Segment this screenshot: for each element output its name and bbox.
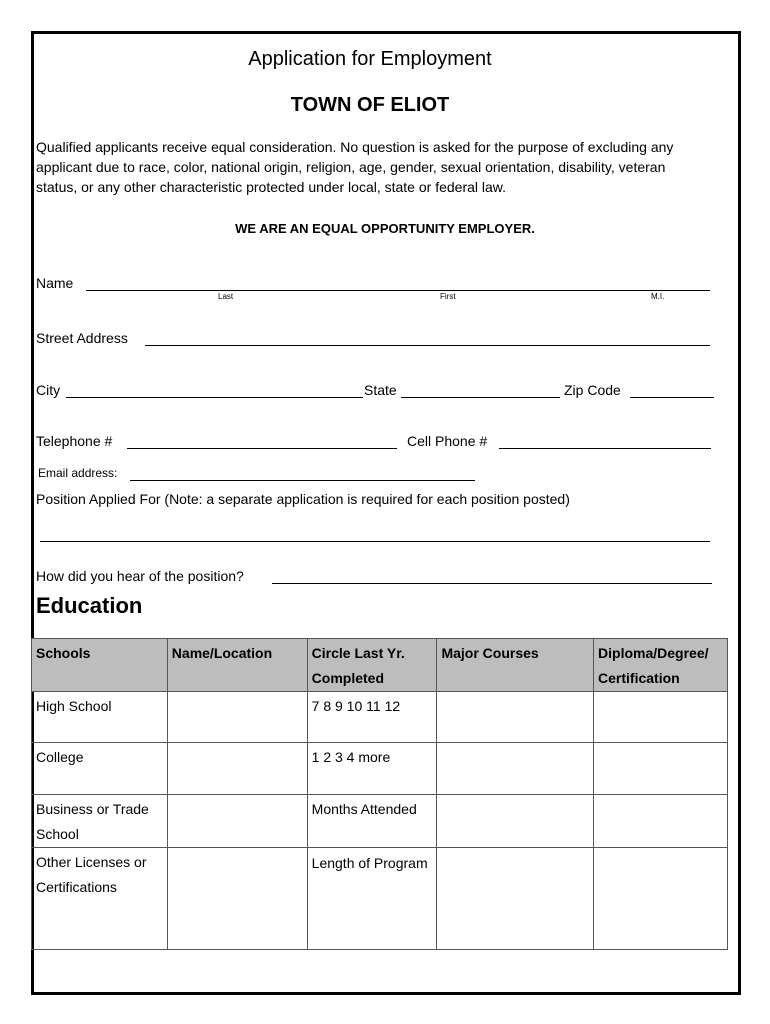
position-label: Position Applied For (Note: a separate application is required for each position posted)	[36, 491, 570, 507]
position-field[interactable]	[40, 541, 710, 542]
zip-code-label: Zip Code	[564, 382, 621, 398]
education-table	[31, 638, 728, 950]
name-location-cell[interactable]	[167, 692, 307, 743]
major-courses-cell[interactable]	[437, 848, 594, 950]
school-cell: College	[32, 743, 168, 795]
name-location-cell[interactable]	[167, 743, 307, 795]
state-field[interactable]	[401, 397, 560, 398]
name-label: Name	[36, 275, 74, 291]
major-courses-cell[interactable]	[437, 692, 594, 743]
diploma-cell[interactable]	[594, 848, 728, 950]
street-address-label: Street Address	[36, 330, 128, 346]
email-field[interactable]	[130, 480, 475, 481]
table-row	[32, 848, 728, 950]
disclaimer-line: Qualified applicants receive equal consideration. No question is asked for the purpose of excluding any	[36, 139, 674, 155]
name-field[interactable]	[86, 290, 710, 291]
state-label: State	[364, 382, 397, 398]
telephone-field[interactable]	[127, 448, 397, 449]
years-cell[interactable]: 7 8 9 10 11 12	[307, 692, 437, 743]
column-header: Circle Last Yr. Completed	[307, 639, 437, 692]
name-sub-first: First	[440, 292, 456, 301]
years-cell[interactable]: 1 2 3 4 more	[307, 743, 437, 795]
column-header: Name/Location	[167, 639, 307, 692]
table-row	[32, 795, 728, 848]
table-row	[32, 743, 728, 795]
city-label: City	[36, 382, 61, 398]
email-label: Email address:	[38, 466, 118, 480]
school-cell: Business or Trade School	[32, 795, 168, 848]
disclaimer-line: applicant due to race, color, national origin, religion, age, gender, sexual orientation, disability, veteran	[36, 159, 666, 175]
education-heading: Education	[36, 593, 143, 618]
hear-field[interactable]	[272, 583, 712, 584]
years-cell[interactable]: Length of Program	[307, 848, 437, 950]
form-title: Application for Employment	[248, 48, 492, 70]
name-location-cell[interactable]	[167, 848, 307, 950]
street-address-field[interactable]	[145, 345, 710, 346]
disclaimer-paragraph	[36, 137, 736, 197]
column-header: Diploma/Degree/ Certification	[594, 639, 728, 692]
eeo-statement: WE ARE AN EQUAL OPPORTUNITY EMPLOYER.	[235, 221, 535, 236]
diploma-cell[interactable]	[594, 692, 728, 743]
name-location-cell[interactable]	[167, 795, 307, 848]
school-cell: High School	[32, 692, 168, 743]
cell-phone-label: Cell Phone #	[407, 433, 488, 449]
city-field[interactable]	[66, 397, 363, 398]
cell-phone-field[interactable]	[499, 448, 711, 449]
years-cell[interactable]: Months Attended	[307, 795, 437, 848]
name-sub-mi: M.I.	[651, 292, 665, 301]
organization-name: TOWN OF ELIOT	[290, 94, 450, 116]
name-sub-last: Last	[218, 292, 234, 301]
zip-code-field[interactable]	[630, 397, 714, 398]
table-header-row	[32, 639, 728, 692]
diploma-cell[interactable]	[594, 795, 728, 848]
column-header: Schools	[32, 639, 168, 692]
school-cell: Other Licenses or Certifications	[32, 848, 168, 950]
telephone-label: Telephone #	[36, 433, 113, 449]
diploma-cell[interactable]	[594, 743, 728, 795]
hear-label: How did you hear of the position?	[36, 568, 244, 584]
column-header: Major Courses	[437, 639, 594, 692]
table-row	[32, 692, 728, 743]
major-courses-cell[interactable]	[437, 743, 594, 795]
major-courses-cell[interactable]	[437, 795, 594, 848]
disclaimer-line: status, or any other characteristic protected under local, state or federal law.	[36, 179, 507, 195]
